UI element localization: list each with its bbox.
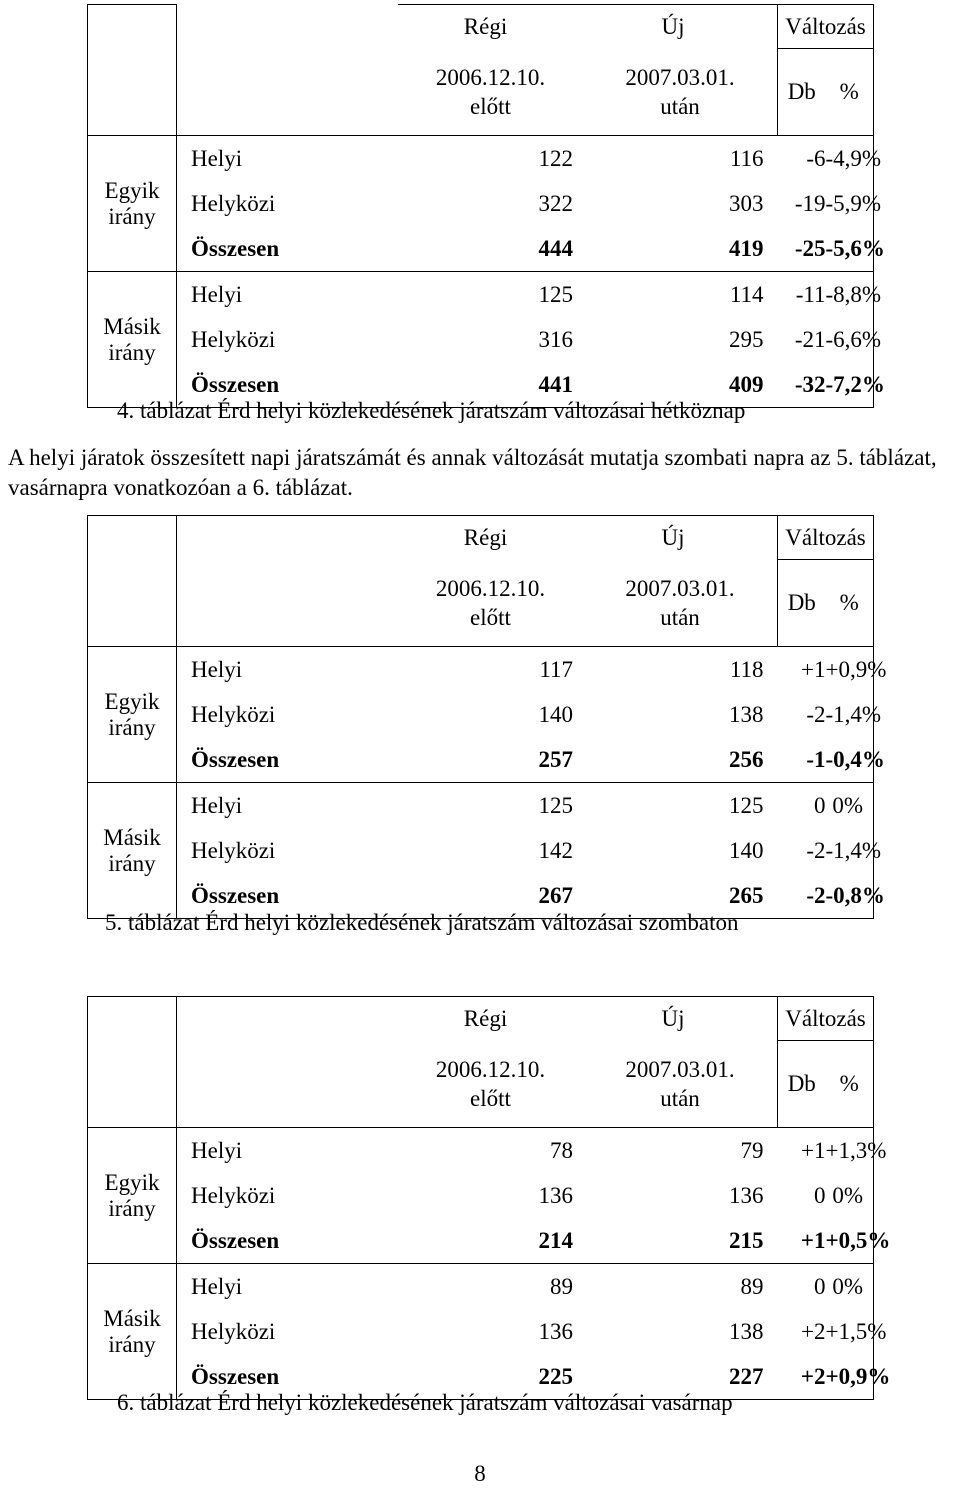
row-pct: -1,4%	[826, 828, 874, 873]
row-new: 227	[583, 1354, 778, 1400]
row-name: Helyi	[191, 281, 243, 307]
row-name: Összesen	[177, 1218, 399, 1264]
row-new: 138	[729, 1318, 764, 1344]
row-old: 441	[398, 362, 583, 408]
row-new: 79	[740, 1137, 764, 1163]
row-new: 136	[729, 1182, 764, 1208]
header-old-label: Régi	[398, 516, 583, 560]
row-new: 215	[583, 1218, 778, 1264]
row-pct: 0%	[826, 1173, 874, 1218]
row-old: 136	[538, 1318, 573, 1344]
row-old: 257	[398, 737, 583, 783]
header-new-label: Új	[583, 997, 778, 1041]
header-old-label: Régi	[398, 5, 583, 49]
row-old: 125	[538, 281, 573, 307]
row-db: 0	[814, 1273, 826, 1299]
direction-two-label: Másik irány	[88, 1264, 177, 1400]
header-old-sub: előtt	[470, 93, 511, 119]
row-new: 409	[583, 362, 778, 408]
row-pct: -6,6%	[826, 317, 874, 362]
header-db: Db	[778, 1041, 826, 1128]
row-name: Helyközi	[191, 326, 276, 352]
row-old: 89	[550, 1273, 573, 1299]
row-new: 89	[740, 1273, 764, 1299]
row-db: -1	[778, 737, 826, 783]
row-db: -2	[806, 837, 826, 863]
row-new: 114	[729, 281, 764, 307]
row-new: 303	[729, 190, 764, 216]
header-old-date: 2006.12.10.	[435, 1056, 546, 1082]
header-pct: %	[826, 1041, 874, 1128]
row-new: 295	[729, 326, 764, 352]
header-new-date: 2007.03.01.	[625, 575, 735, 601]
row-old: 125	[538, 792, 573, 818]
row-db: -11	[795, 281, 826, 307]
header-old-date: 2006.12.10.	[435, 575, 546, 601]
row-new: 118	[729, 656, 764, 682]
header-new-date: 2007.03.01.	[625, 64, 735, 90]
row-name: Összesen	[177, 737, 399, 783]
row-old: 136	[538, 1182, 573, 1208]
row-new: 138	[729, 701, 764, 727]
row-db: 0	[814, 792, 826, 818]
header-pct: %	[826, 49, 874, 136]
row-pct: +1,5%	[826, 1309, 874, 1354]
row-pct: +0,5%	[826, 1218, 874, 1264]
header-new-label: Új	[583, 5, 778, 49]
table-5-caption: 5. táblázat Érd helyi közlekedésének járatszám változásai szombaton	[105, 910, 739, 935]
row-new: 256	[583, 737, 778, 783]
header-new-sub: után	[660, 604, 700, 630]
direction-one-label: Egyik irány	[88, 136, 177, 272]
direction-one-label: Egyik irány	[88, 647, 177, 783]
direction-two-label: Másik irány	[88, 272, 177, 408]
row-name: Helyi	[191, 1137, 243, 1163]
body-paragraph: A helyi járatok összesített napi járatszámát és annak változását mutatja szombati napra az 5. táblázat, vasárnapra vonatkozóan a 6. táblázat.	[8, 445, 937, 500]
header-db: Db	[778, 49, 826, 136]
row-old: 142	[538, 837, 573, 863]
row-old: 117	[539, 656, 573, 682]
page-number: 8	[474, 1461, 486, 1486]
row-old: 122	[538, 145, 573, 171]
row-pct: +1,3%	[826, 1128, 874, 1174]
direction-two-label: Másik irány	[88, 783, 177, 919]
row-pct: -1,4%	[826, 692, 874, 737]
header-new-label: Új	[583, 516, 778, 560]
row-new: 116	[729, 145, 764, 171]
row-db: -19	[794, 190, 826, 216]
header-change-label: Változás	[778, 997, 874, 1041]
table-5	[87, 515, 887, 919]
row-pct: -0,8%	[826, 873, 874, 919]
row-new: 419	[583, 226, 778, 272]
row-new: 125	[729, 792, 764, 818]
row-name: Helyközi	[191, 837, 276, 863]
row-db: +1	[801, 1137, 826, 1163]
table-4-caption: 4. táblázat Érd helyi közlekedésének járatszám változásai hétköznap	[117, 398, 746, 423]
header-db: Db	[778, 560, 826, 647]
row-db: +1	[778, 1218, 826, 1264]
row-old: 267	[398, 873, 583, 919]
header-new-sub: után	[660, 93, 700, 119]
header-change-label: Változás	[778, 5, 874, 49]
row-db: -2	[778, 873, 826, 919]
row-pct: +0,9%	[826, 1354, 874, 1400]
row-new: 140	[729, 837, 764, 863]
row-pct: -5,6%	[826, 226, 874, 272]
row-db: +2	[778, 1354, 826, 1400]
row-pct: 0%	[826, 1264, 874, 1310]
row-name: Helyi	[191, 145, 243, 171]
header-pct: %	[826, 560, 874, 647]
row-old: 444	[398, 226, 583, 272]
direction-one-label: Egyik irány	[88, 1128, 177, 1264]
table-6	[87, 996, 891, 1400]
row-old: 225	[398, 1354, 583, 1400]
row-old: 316	[538, 326, 573, 352]
row-old: 78	[550, 1137, 573, 1163]
row-name: Helyközi	[191, 190, 276, 216]
row-name: Helyi	[191, 792, 243, 818]
row-db: -21	[794, 326, 826, 352]
row-old: 140	[538, 701, 573, 727]
row-name: Helyi	[191, 656, 243, 682]
table-6-caption: 6. táblázat Érd helyi közlekedésének járatszám változásai vasárnap	[117, 1390, 733, 1415]
row-db: -2	[806, 701, 826, 727]
row-name: Összesen	[177, 226, 399, 272]
header-old-label: Régi	[398, 997, 583, 1041]
row-pct: -8,8%	[826, 272, 874, 318]
row-name: Helyközi	[191, 1318, 276, 1344]
row-name: Helyközi	[191, 701, 276, 727]
row-pct: -4,9%	[826, 136, 874, 182]
row-db: +2	[801, 1318, 826, 1344]
row-db: -32	[778, 362, 826, 408]
row-pct: 0%	[826, 783, 874, 829]
header-new-date: 2007.03.01.	[625, 1056, 735, 1082]
row-pct: +0,9%	[826, 647, 874, 693]
row-pct: -7,2%	[826, 362, 874, 408]
row-db: 0	[814, 1182, 826, 1208]
row-name: Helyközi	[191, 1182, 276, 1208]
header-old-date: 2006.12.10.	[435, 64, 546, 90]
header-old-sub: előtt	[470, 604, 511, 630]
row-new: 265	[583, 873, 778, 919]
header-old-sub: előtt	[470, 1085, 511, 1111]
row-name: Helyi	[191, 1273, 243, 1299]
row-name: Összesen	[177, 1354, 399, 1400]
row-name: Összesen	[177, 362, 399, 408]
row-pct: -5,9%	[826, 181, 874, 226]
header-change-label: Változás	[778, 516, 874, 560]
row-name: Összesen	[177, 873, 399, 919]
row-db: -25	[778, 226, 826, 272]
row-db: -6	[806, 145, 826, 171]
row-pct: -0,4%	[826, 737, 874, 783]
row-old: 322	[538, 190, 573, 216]
row-db: +1	[801, 656, 826, 682]
header-new-sub: után	[660, 1085, 700, 1111]
row-old: 214	[398, 1218, 583, 1264]
table-4	[87, 4, 885, 408]
